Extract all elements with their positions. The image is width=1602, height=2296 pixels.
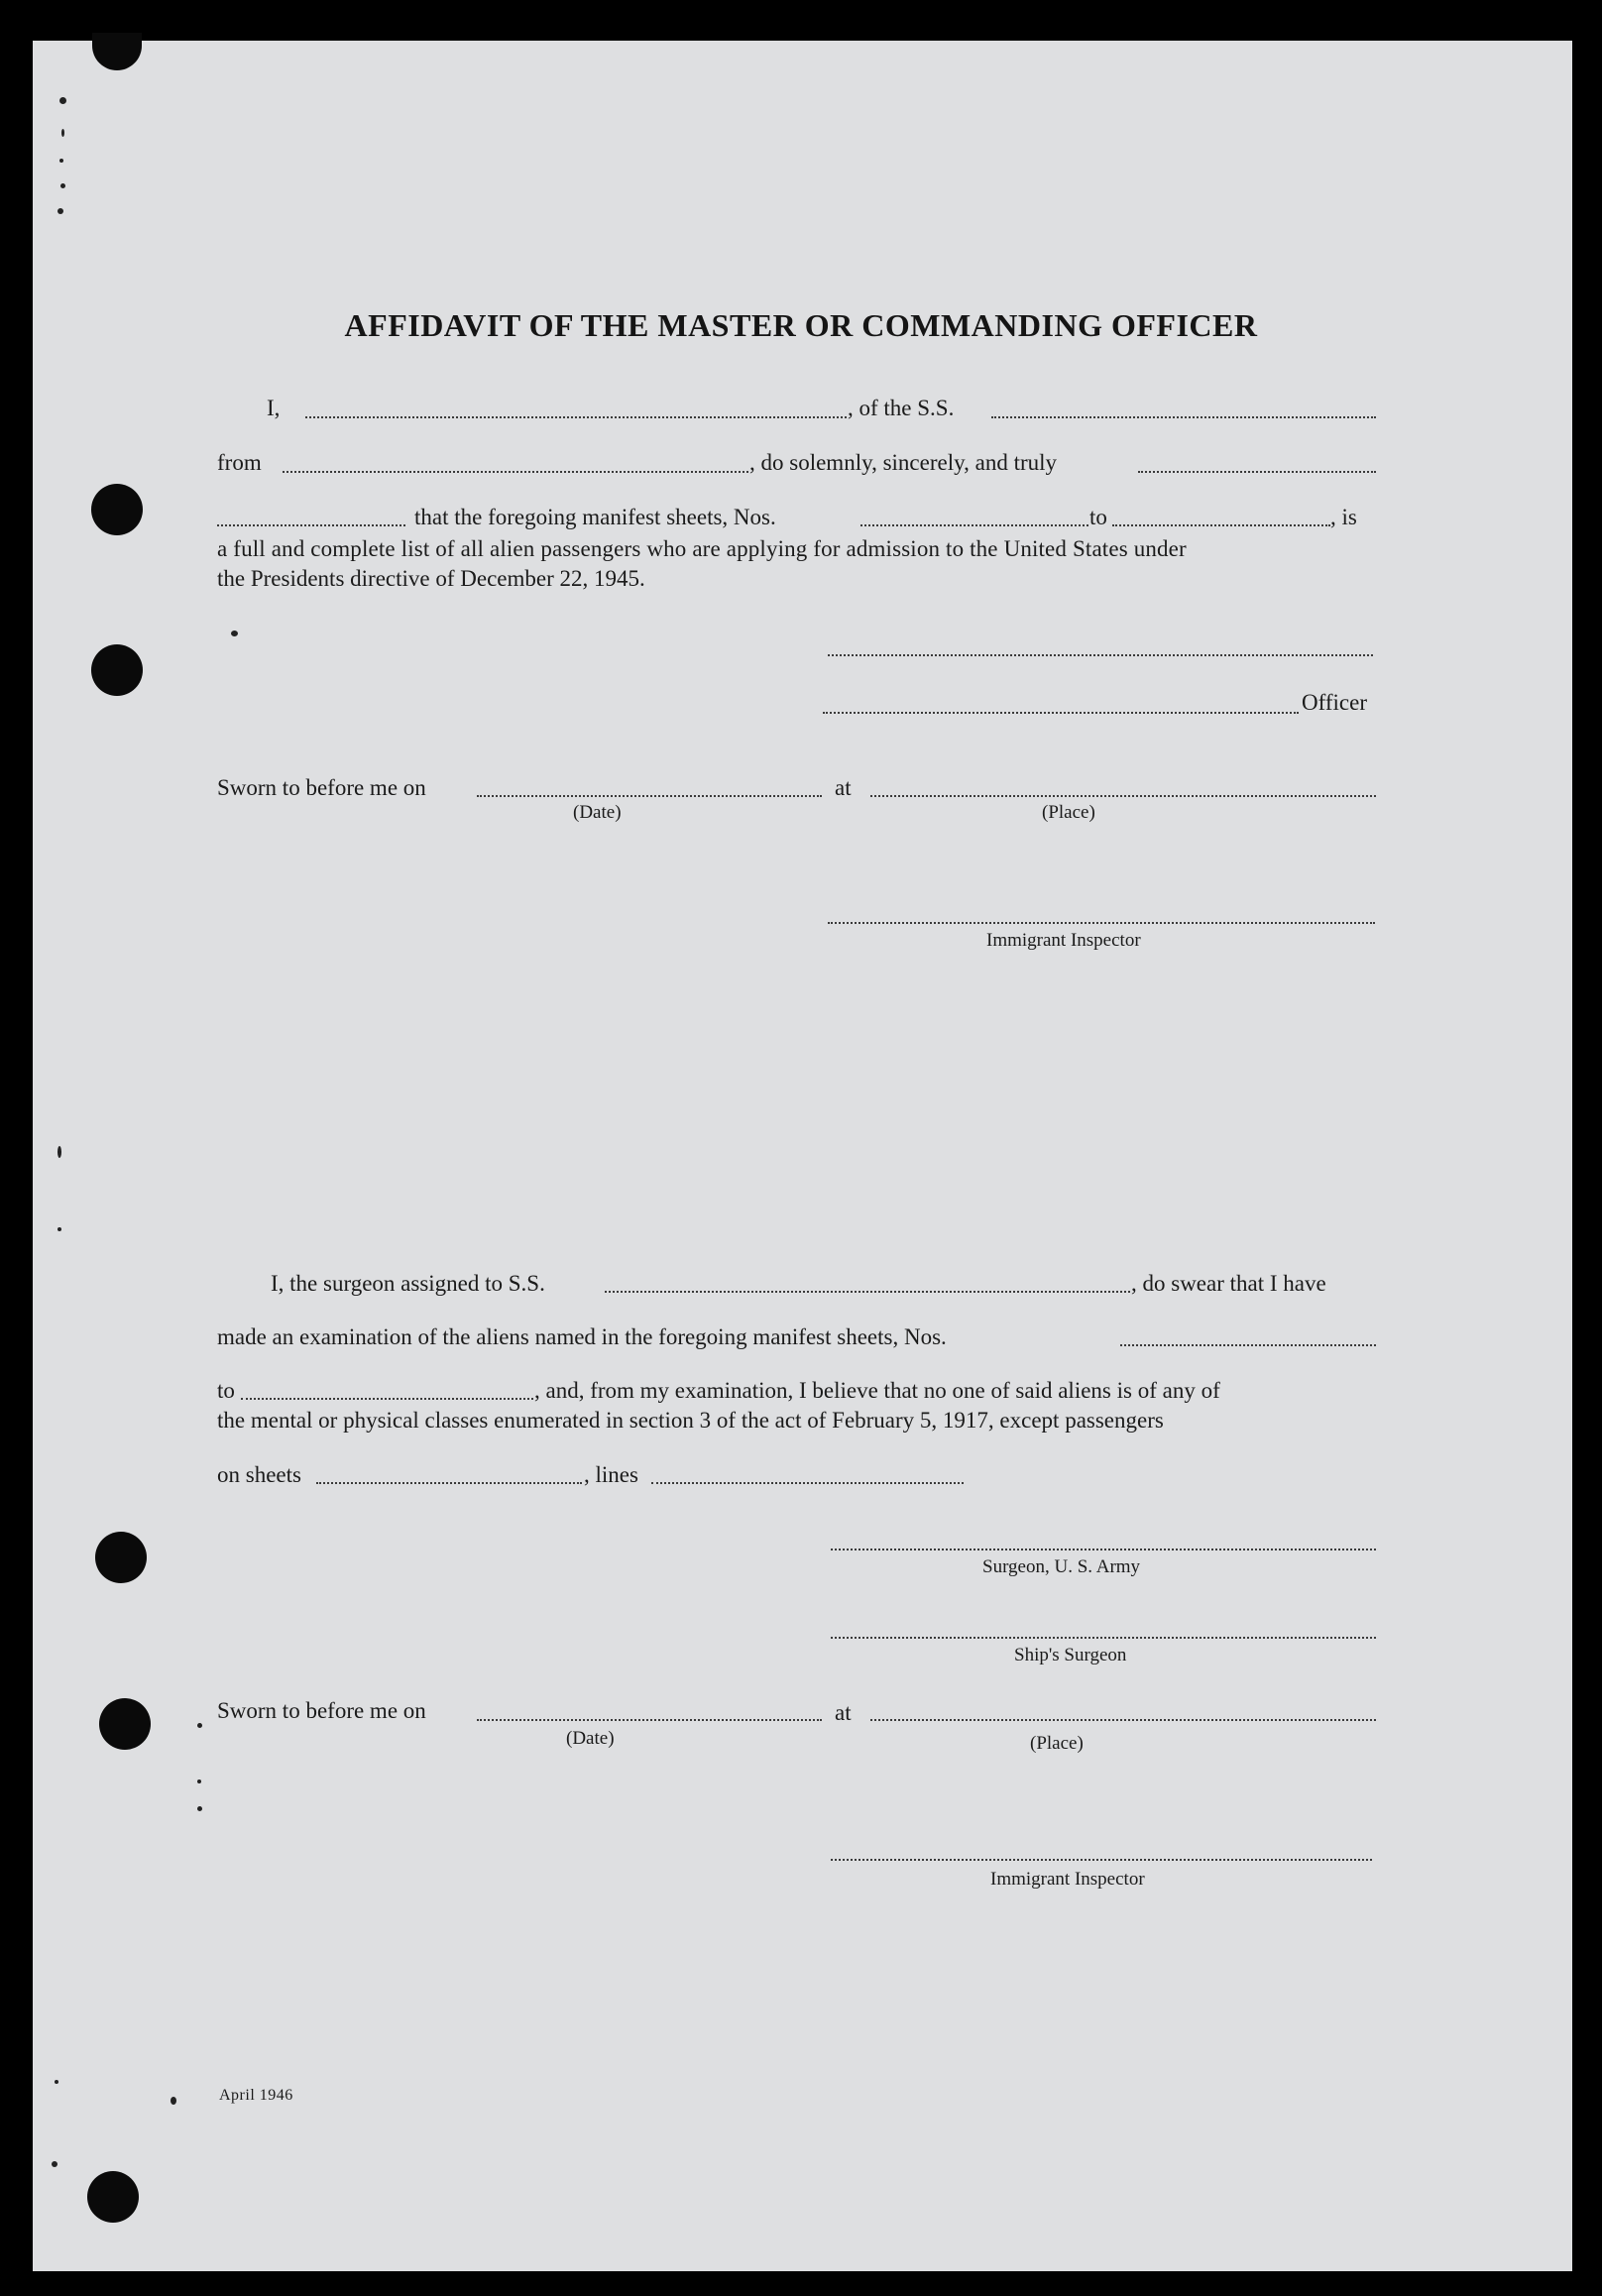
surgeon-sheet-to-field[interactable] [241, 1398, 533, 1400]
inspector-caption: Immigrant Inspector [986, 930, 1141, 951]
master-line2-from: from [217, 450, 262, 475]
punch-hole [87, 2171, 139, 2223]
sheet-to-field[interactable] [1112, 524, 1330, 526]
surgeon-line2: made an examination of the aliens named in the foregoing manifest sheets, Nos. [217, 1324, 947, 1349]
punch-hole [99, 1698, 151, 1750]
excepted-sheets-field[interactable] [316, 1482, 582, 1484]
sworn-date-field[interactable] [477, 795, 822, 797]
surgeon-ship-field[interactable] [605, 1291, 1130, 1293]
master-line4: a full and complete list of all alien passengers who are applying for admission to the United States under [217, 536, 1187, 561]
master-name-field[interactable] [305, 416, 847, 418]
surgeon-line1-text: , do swear that I have [1131, 1271, 1326, 1296]
master-line1-ss: , of the S.S. [848, 396, 955, 420]
surgeon-line5-sheets: on sheets [217, 1462, 301, 1487]
sheet-from-field[interactable] [860, 524, 1088, 526]
master-line2-text: , do solemnly, sincerely, and truly [749, 450, 1058, 475]
punch-hole [95, 1532, 147, 1583]
surgeon-sworn-label: Sworn to before me on [217, 1698, 426, 1723]
declaration-field[interactable] [217, 524, 405, 526]
ship-surgeon-signature-line[interactable] [831, 1637, 1376, 1639]
officer-title-line[interactable] [823, 712, 1299, 714]
army-surgeon-signature-line[interactable] [831, 1549, 1376, 1550]
truly-field[interactable] [1138, 471, 1376, 473]
surgeon-place-caption: (Place) [1030, 1733, 1084, 1754]
surgeon-line3-text: , and, from my examination, I believe that no one of said aliens is of any of [534, 1378, 1220, 1403]
sworn-place-field[interactable] [870, 795, 1376, 797]
army-surgeon-caption: Surgeon, U. S. Army [982, 1556, 1141, 1577]
surgeon-line4: the mental or physical classes enumerated in section 3 of the act of February 5, 1917, except passengers [217, 1408, 1164, 1433]
surgeon-inspector-caption: Immigrant Inspector [990, 1869, 1145, 1890]
officer-signature-line[interactable] [828, 654, 1373, 656]
sworn-label: Sworn to before me on [217, 775, 426, 800]
master-line3-to: to [1089, 505, 1107, 529]
surgeon-line5-lines: , lines [584, 1462, 638, 1487]
excepted-lines-field[interactable] [651, 1482, 964, 1484]
from-port-field[interactable] [283, 471, 748, 473]
inspector-signature-line[interactable] [828, 922, 1375, 924]
surgeon-sworn-date-field[interactable] [477, 1719, 822, 1721]
surgeon-sheet-from-field[interactable] [1120, 1344, 1376, 1346]
surgeon-sworn-at: at [835, 1700, 852, 1725]
date-caption: (Date) [573, 802, 622, 823]
ship-name-field[interactable] [991, 416, 1376, 418]
master-line1-label: I, [267, 396, 281, 420]
master-line5: the Presidents directive of December 22, 1945. [217, 566, 645, 591]
sworn-at: at [835, 775, 852, 800]
punch-hole [91, 644, 143, 696]
surgeon-inspector-signature-line[interactable] [831, 1859, 1372, 1861]
punch-hole [91, 484, 143, 535]
surgeon-line1-label: I, the surgeon assigned to S.S. [271, 1271, 545, 1296]
surgeon-sworn-place-field[interactable] [870, 1719, 1376, 1721]
ship-surgeon-caption: Ship's Surgeon [1014, 1645, 1127, 1665]
form-page [33, 41, 1572, 2271]
master-line3-text: that the foregoing manifest sheets, Nos. [414, 505, 776, 529]
officer-label: Officer [1302, 690, 1367, 715]
form-date: April 1946 [219, 2087, 293, 2104]
surgeon-date-caption: (Date) [566, 1728, 615, 1749]
place-caption: (Place) [1042, 802, 1095, 823]
master-line3-is: , is [1330, 505, 1357, 529]
surgeon-line3-to: to [217, 1378, 235, 1403]
form-title: AFFIDAVIT OF THE MASTER OR COMMANDING OFFICER [344, 307, 1258, 343]
